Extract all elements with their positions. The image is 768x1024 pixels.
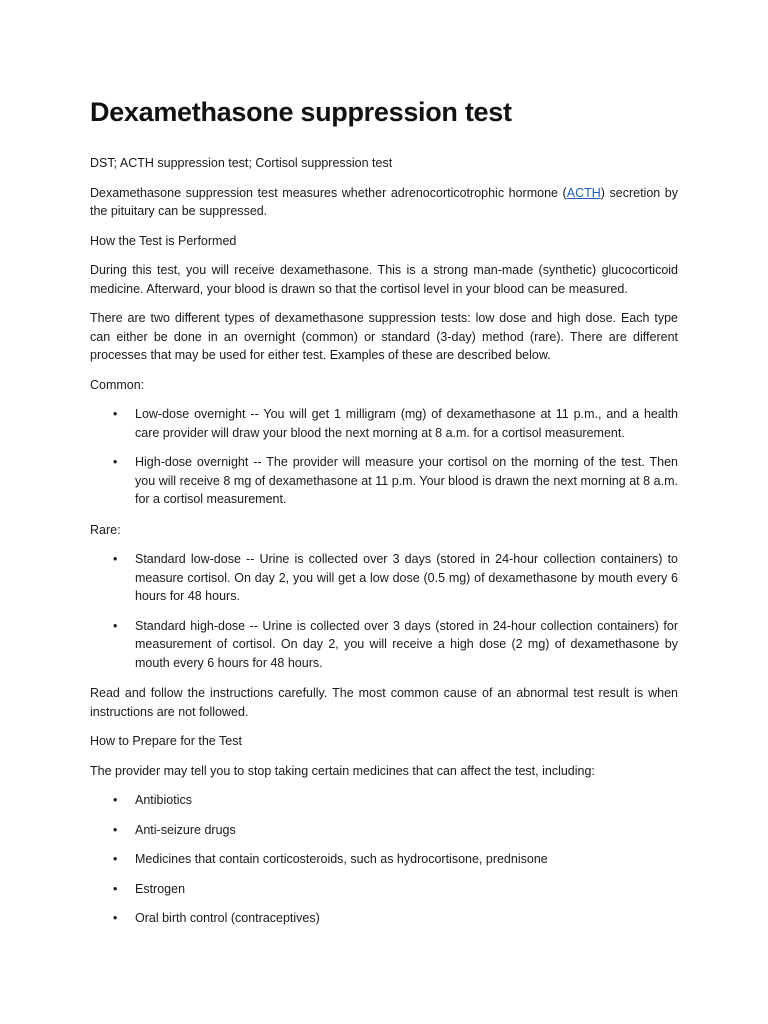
list-item-text: Anti-seizure drugs [135,822,236,837]
intro-text-before: Dexamethasone suppression test measures whether adrenocorticotrophic hormone ( [90,185,567,200]
list-item-text: High-dose overnight -- The provider will measure your cortisol on the morning of the test. Then you will receive 8 mg of dexamethasone at 11 p.m. Your blood is drawn the next morning at 8 a.m. for a cortisol measurement. [135,455,678,506]
bullet-icon: • [113,455,118,469]
bullet-icon: • [113,881,118,896]
list-item-text: Low-dose overnight -- You will get 1 milligram (mg) of dexamethasone at 11 p.m., and a health care provider will draw your blood the next morning at 8 a.m. for a cortisol measurement. [135,407,678,440]
list-item-text: Standard low-dose -- Urine is collected over 3 days (stored in 24-hour collection containers) to measure cortisol. On day 2, you will get a low dose (0.5 mg) of dexamethasone by mouth every 6 hours for 48 hours. [135,552,678,603]
bullet-icon: • [113,852,118,866]
bullet-icon: • [113,822,118,837]
list-item-text: Estrogen [135,881,186,896]
paragraph-provider-medicines: The provider may tell you to stop taking certain medicines that can affect the test, including: [90,763,595,778]
bullet-icon: • [113,407,118,421]
paragraph-test-types: There are two different types of dexamethasone suppression tests: low dose and high dose. Each type can either be done in an overnight (common) or standard (3-day) method (rare). There are different processes that may be used for either test. Examples of these are described below. [90,311,678,362]
paragraph-during-test: During this test, you will receive dexamethasone. This is a strong man-made (synthetic) glucocorticoid medicine. Afterward, your blood is drawn so that the cortisol level in your blood can be measured. [90,263,678,296]
list-item [90,453,678,509]
list-item-text: Antibiotics [135,793,192,807]
bullet-icon: • [113,793,118,807]
rare-list [90,550,678,672]
bullet-icon: • [113,618,118,633]
list-item [90,880,678,899]
acth-link[interactable]: ACTH [566,185,601,200]
intro-paragraph [90,184,678,221]
list-item-text: Medicines that contain corticosteroids, such as hydrocortisone, prednisone [135,852,548,866]
list-item-text: Standard high-dose -- Urine is collected over 3 days (stored in 24-hour collection containers) for measurement of cortisol. On day 2, you will receive a high dose (2 mg) of dexamethasone by mouth every 6 hours for 48 hours. [135,618,678,670]
aliases-text: DST; ACTH suppression test; Cortisol suppression test [90,156,393,170]
list-item [90,909,678,928]
document-page [90,92,678,940]
bullet-icon: • [113,552,118,566]
medicine-list [90,791,678,928]
section-heading-how-performed: How the Test is Performed [90,233,237,248]
intro-text-after: ) secretion by the pituitary can be suppressed. [90,185,679,218]
list-item [90,617,678,673]
list-item [90,821,678,840]
list-item [90,405,678,442]
common-label: Common: [90,377,145,392]
page-title: Dexamethasone suppression test [90,97,512,127]
section-heading-prepare: How to Prepare for the Test [90,734,242,748]
list-item [90,550,678,606]
rare-label: Rare: [90,522,121,537]
paragraph-follow-instructions: Read and follow the instructions carefully. The most common cause of an abnormal test result is when instructions are not followed. [90,686,678,719]
common-list [90,405,678,509]
bullet-icon: • [113,911,118,925]
list-item-text: Oral birth control (contraceptives) [135,911,320,925]
list-item [90,791,678,810]
list-item [90,850,678,869]
